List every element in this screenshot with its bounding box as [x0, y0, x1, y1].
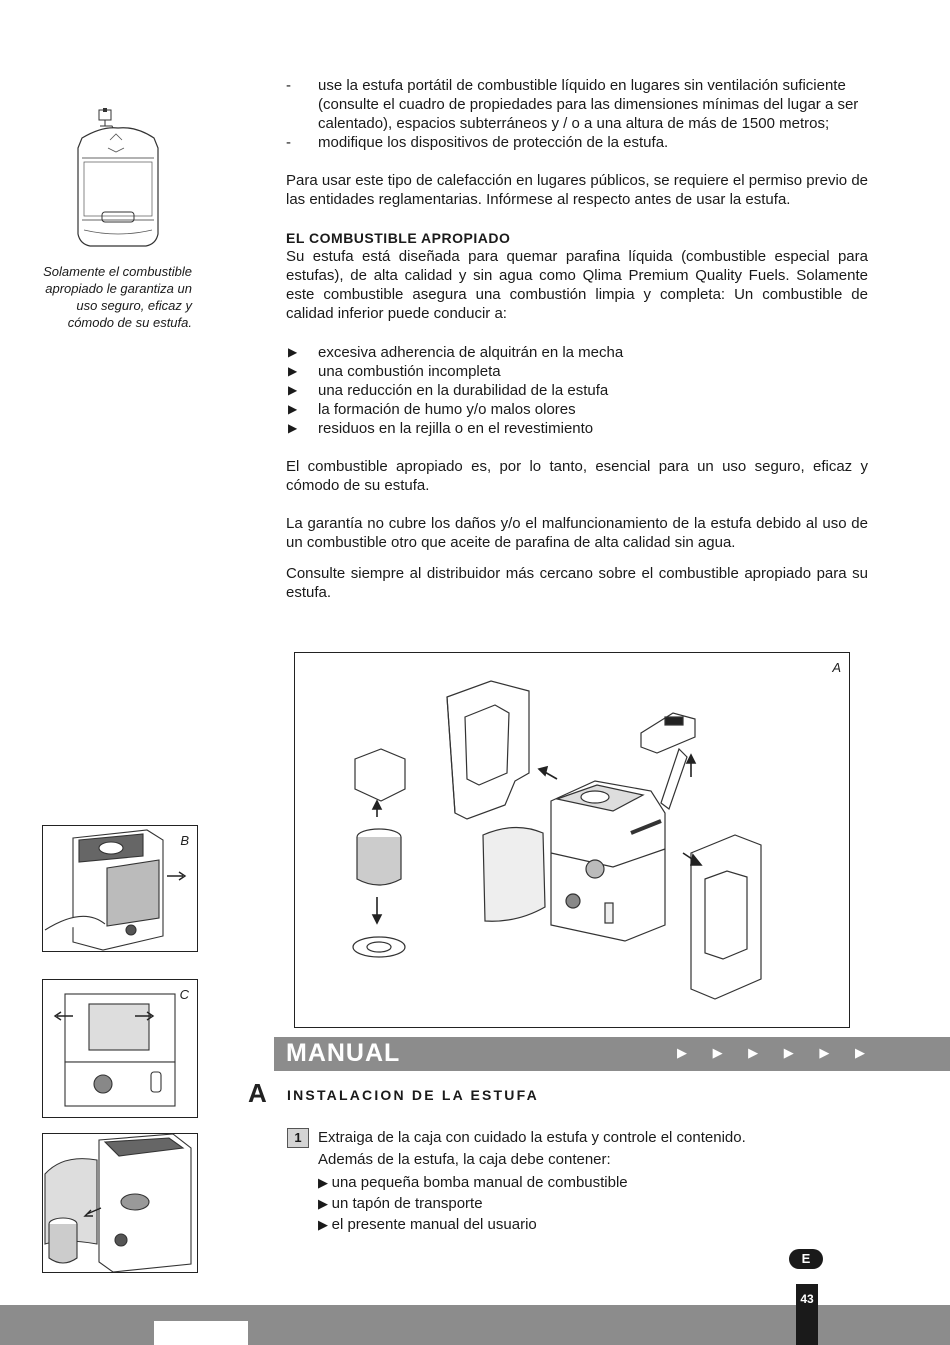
list-item: ▶ una combustión incompleta	[288, 363, 501, 380]
fuel-intro-paragraph: Su estufa está diseñada para quemar parafina líquida (combustible especial para estufas), de alta calidad y sin agua como Qlima Premium Quality Fuels. Solamente este combustible asegura una combustión limpia y completa: Un combustible de calidad inferior puede conducir a:	[286, 248, 868, 322]
figure-d-box	[42, 1133, 198, 1273]
step-list-item: ▶ el presente manual del usuario	[318, 1216, 537, 1233]
dash-marker: -	[286, 77, 291, 94]
bullet-arrow-icon: ▶	[288, 345, 298, 359]
section-banner	[274, 1037, 950, 1071]
bullet-arrow-icon: ▶	[318, 1217, 332, 1232]
dash-marker: -	[286, 134, 291, 151]
figure-label: C	[179, 987, 189, 1002]
warranty-paragraph: La garantía no cubre los daños y/o el malfuncionamiento de la estufa debido al uso de un combustible otro que aceite de parafina de alta calidad sin agua.	[286, 515, 868, 551]
list-item: ▶ residuos en la rejilla o en el revestimiento	[288, 420, 594, 437]
bullet-arrow-icon: ▶	[318, 1196, 332, 1211]
warning-item	[286, 133, 871, 152]
list-item: ▶ la formación de humo y/o malos olores	[288, 401, 576, 418]
canister-caption: Solamente el combustible apropiado le garantiza un uso seguro, eficaz y cómodo de su estufa.	[43, 264, 192, 330]
bullet-arrow-icon: ▶	[288, 364, 298, 378]
fuel-heading: EL COMBUSTIBLE APROPIADO	[286, 230, 511, 246]
figure-label: B	[180, 833, 189, 848]
banner-title: MANUAL	[286, 1039, 401, 1067]
section-title: INSTALACION DE LA ESTUFA	[287, 1087, 539, 1103]
warning-text: use la estufa portátil de combustible líquido en lugares sin ventilación suficiente (consulte el cuadro de propiedades para las dimensiones mínimas del lugar a ser calentado), espacios subterráneos y / o a una altura de más de 1500 metros;	[318, 77, 859, 132]
fuel-canister-illustration	[72, 108, 164, 250]
section-letter: A	[248, 1078, 267, 1108]
bullet-arrow-icon: ▶	[318, 1175, 332, 1190]
consult-paragraph: Consulte siempre al distribuidor más cercano sobre el combustible apropiado para su estufa.	[286, 565, 868, 601]
step-list-item: ▶ un tapón de transporte	[318, 1195, 483, 1212]
exploded-heater-illustration	[295, 653, 849, 1027]
step-line: Extraiga de la caja con cuidado la estufa y controle el contenido.	[318, 1129, 746, 1146]
fuel-essential-paragraph: El combustible apropiado es, por lo tanto, esencial para un uso seguro, eficaz y cómodo de su estufa.	[286, 458, 868, 494]
heater-burner-removal-illustration	[43, 1134, 197, 1272]
banner-arrows-icon: ▶ ▶ ▶ ▶ ▶ ▶	[676, 1045, 876, 1060]
warning-text: modifique los dispositivos de protección de la estufa.	[318, 134, 669, 151]
step-number-badge: 1	[287, 1128, 309, 1148]
heater-front-illustration	[43, 826, 197, 951]
public-use-paragraph: Para usar este tipo de calefacción en lugares públicos, se requiere el permiso previo de las entidades reglamentarias. Infórmese al respecto antes de usar la estufa.	[286, 172, 868, 208]
page-number: 43	[800, 1292, 814, 1306]
step-line: Además de la estufa, la caja debe contener:	[318, 1151, 611, 1168]
language-badge: E	[789, 1249, 823, 1269]
bullet-arrow-icon: ▶	[288, 383, 298, 397]
figure-a-box	[294, 652, 850, 1028]
page-number-tab	[796, 1284, 818, 1345]
footer-blank-box	[154, 1321, 248, 1345]
figure-b-box	[42, 825, 198, 952]
bullet-arrow-icon: ▶	[288, 421, 298, 435]
list-item: ▶ excesiva adherencia de alquitrán en la mecha	[288, 344, 624, 361]
heater-open-illustration	[43, 980, 197, 1117]
figure-c-box	[42, 979, 198, 1118]
bullet-arrow-icon: ▶	[288, 402, 298, 416]
list-item: ▶ una reducción en la durabilidad de la estufa	[288, 382, 609, 399]
figure-label: A	[832, 660, 841, 675]
warning-item	[286, 76, 871, 133]
step-list-item: ▶ una pequeña bomba manual de combustible	[318, 1174, 628, 1191]
